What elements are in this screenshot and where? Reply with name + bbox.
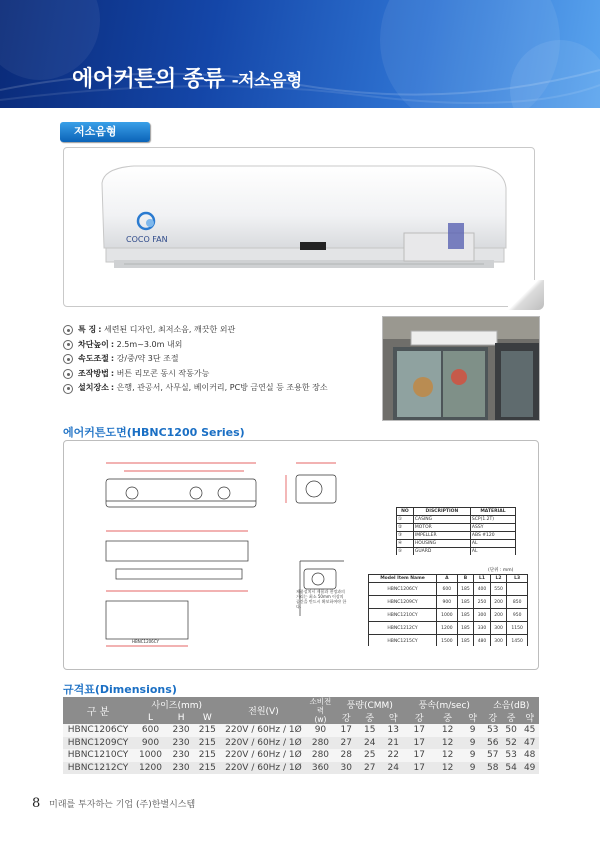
table-cell: 330 bbox=[474, 622, 491, 635]
table-cell: 300 bbox=[474, 609, 491, 622]
cell-flow: 22 bbox=[381, 749, 405, 762]
cell-noise: 45 bbox=[520, 724, 539, 737]
model-table bbox=[368, 574, 528, 646]
cell-h: 230 bbox=[168, 737, 194, 750]
table-row bbox=[63, 737, 539, 750]
cell-noise: 53 bbox=[502, 749, 520, 762]
table-cell: HBNC1206CY bbox=[369, 583, 437, 596]
col-level: 약 bbox=[520, 711, 539, 724]
col-size-w: W bbox=[194, 711, 220, 724]
install-note: 제품설치시 제품과 천정과의 거리는 최소 50mm 이상의 공간을 반드시 확보하여야 한다. bbox=[296, 589, 347, 609]
table-cell: HBNC1210CY bbox=[369, 609, 437, 622]
table-header: DISCRIPTION bbox=[413, 508, 470, 516]
table-cell: 185 bbox=[457, 609, 474, 622]
table-cell: 1500 bbox=[437, 635, 458, 647]
cell-speed: 12 bbox=[433, 749, 461, 762]
cell-speed: 17 bbox=[405, 762, 433, 775]
col-size-l: L bbox=[133, 711, 168, 724]
cell-flow: 27 bbox=[334, 737, 358, 750]
cell-power: 220V / 60Hz / 1Ø bbox=[220, 749, 306, 762]
installation-photo bbox=[382, 316, 540, 421]
footer-text: 미래를 투자하는 기업 (주)한별시스템 bbox=[49, 800, 196, 810]
table-cell: 950 bbox=[507, 609, 528, 622]
table-cell: HOUSING bbox=[413, 540, 470, 548]
cell-l: 900 bbox=[133, 737, 168, 750]
cell-power: 220V / 60Hz / 1Ø bbox=[220, 762, 306, 775]
table-cell: SCP(1.2T) bbox=[470, 516, 515, 524]
cell-noise: 54 bbox=[502, 762, 520, 775]
col-size-h: H bbox=[168, 711, 194, 724]
cell-speed: 9 bbox=[462, 737, 484, 750]
col-model: 구 분 bbox=[63, 697, 133, 724]
cell-h: 230 bbox=[168, 762, 194, 775]
feature-value: 2.5m~3.0m 내외 bbox=[116, 339, 183, 349]
table-cell: ABS #120 bbox=[470, 532, 515, 540]
cell-flow: 21 bbox=[381, 737, 405, 750]
table-header: L3 bbox=[507, 575, 528, 583]
table-row bbox=[63, 762, 539, 775]
table-cell: ASSY bbox=[470, 524, 515, 532]
cell-flow: 24 bbox=[358, 737, 382, 750]
table-cell: 1200 bbox=[437, 622, 458, 635]
table-row bbox=[63, 749, 539, 762]
cell-power: 220V / 60Hz / 1Ø bbox=[220, 737, 306, 750]
feature-label: 속도조절 bbox=[78, 354, 109, 364]
feature-item: 특 징 : 세련된 디자인, 최저소음, 깨끗한 외관 bbox=[63, 323, 328, 338]
table-cell: 300 bbox=[490, 622, 507, 635]
col-level: 강 bbox=[334, 711, 358, 724]
page-number: 8 bbox=[32, 796, 41, 811]
table-cell bbox=[507, 583, 528, 596]
col-power: 전원(V) bbox=[220, 697, 306, 724]
table-header: L1 bbox=[474, 575, 491, 583]
col-level: 약 bbox=[462, 711, 484, 724]
bullet-icon bbox=[63, 325, 73, 335]
cell-noise: 47 bbox=[520, 737, 539, 750]
product-photo-frame bbox=[63, 147, 535, 307]
table-cell: 185 bbox=[457, 583, 474, 596]
feature-value: 강/중/약 3단 조절 bbox=[116, 354, 179, 364]
cell-model: HBNC1209CY bbox=[63, 737, 133, 750]
table-cell: HBNC1212CY bbox=[369, 622, 437, 635]
table-cell: IMPELLER bbox=[413, 532, 470, 540]
cell-noise: 48 bbox=[520, 749, 539, 762]
bullet-icon bbox=[63, 384, 73, 394]
table-cell: ① bbox=[397, 516, 414, 524]
cell-noise: 58 bbox=[483, 762, 501, 775]
col-noise: 소음(dB) bbox=[483, 697, 539, 711]
bullet-icon bbox=[63, 369, 73, 379]
table-cell: CASING bbox=[413, 516, 470, 524]
table-cell: 185 bbox=[457, 622, 474, 635]
feature-item: 속도조절 : 강/중/약 3단 조절 bbox=[63, 352, 328, 367]
footer bbox=[32, 796, 195, 811]
table-header: A bbox=[437, 575, 458, 583]
table-cell: 1000 bbox=[437, 609, 458, 622]
cell-speed: 9 bbox=[462, 749, 484, 762]
cell-speed: 9 bbox=[462, 724, 484, 737]
feature-label: 설치장소 bbox=[78, 383, 109, 393]
table-cell: 400 bbox=[474, 583, 491, 596]
cell-model: HBNC1206CY bbox=[63, 724, 133, 737]
title-main: 에어커튼의 종류 bbox=[72, 67, 225, 92]
table-cell: HBNC1209CY bbox=[369, 596, 437, 609]
cell-flow: 30 bbox=[334, 762, 358, 775]
col-level: 강 bbox=[483, 711, 501, 724]
table-cell: 1150 bbox=[507, 622, 528, 635]
air-curtain-image bbox=[64, 148, 534, 306]
table-cell: 250 bbox=[474, 596, 491, 609]
cell-noise: 56 bbox=[483, 737, 501, 750]
unit-note: (단위 : mm) bbox=[488, 568, 514, 573]
table-cell: MOTOR bbox=[413, 524, 470, 532]
cell-model: HBNC1212CY bbox=[63, 762, 133, 775]
cell-noise: 53 bbox=[483, 724, 501, 737]
col-consumption: 소비전력 (w) bbox=[306, 697, 334, 724]
table-cell: 200 bbox=[490, 609, 507, 622]
table-cell: ③ bbox=[397, 532, 414, 540]
cell-speed: 17 bbox=[405, 737, 433, 750]
table-cell: 480 bbox=[474, 635, 491, 647]
table-header: MATERIAL bbox=[470, 508, 515, 516]
table-header: B bbox=[457, 575, 474, 583]
table-header: L2 bbox=[490, 575, 507, 583]
material-table bbox=[396, 507, 516, 555]
cell-h: 230 bbox=[168, 749, 194, 762]
cell-speed: 12 bbox=[433, 724, 461, 737]
cell-noise: 50 bbox=[502, 724, 520, 737]
cell-l: 1000 bbox=[133, 749, 168, 762]
feature-label: 조작방법 bbox=[78, 368, 109, 378]
table-row bbox=[63, 724, 539, 737]
cell-l: 600 bbox=[133, 724, 168, 737]
cell-model: HBNC1210CY bbox=[63, 749, 133, 762]
col-level: 강 bbox=[405, 711, 433, 724]
cell-speed: 12 bbox=[433, 737, 461, 750]
bullet-icon bbox=[63, 340, 73, 350]
feature-value: 은행, 관공서, 사무실, 베이커리, PC방 금연실 등 조용한 장소 bbox=[116, 383, 328, 393]
page-curl bbox=[508, 280, 544, 310]
technical-drawing bbox=[63, 440, 539, 670]
cell-consumption: 90 bbox=[306, 724, 334, 737]
table-cell: HBNC1215CY bbox=[369, 635, 437, 647]
cell-flow: 17 bbox=[334, 724, 358, 737]
table-header: NO bbox=[397, 508, 414, 516]
cell-consumption: 280 bbox=[306, 749, 334, 762]
feature-label: 차단높이 bbox=[78, 339, 109, 349]
table-header: Model Item Name bbox=[369, 575, 437, 583]
col-level: 중 bbox=[358, 711, 382, 724]
drawing-views bbox=[64, 441, 538, 669]
col-level: 중 bbox=[502, 711, 520, 724]
col-size: 사이즈(mm) bbox=[133, 697, 220, 711]
cell-flow: 28 bbox=[334, 749, 358, 762]
drawing-caption: HBNC1206CY bbox=[132, 639, 159, 644]
feature-label: 특 징 bbox=[78, 325, 97, 334]
cell-speed: 12 bbox=[433, 762, 461, 775]
cell-flow: 25 bbox=[358, 749, 382, 762]
table-cell: 600 bbox=[437, 583, 458, 596]
spec-table bbox=[63, 697, 539, 774]
cell-consumption: 360 bbox=[306, 762, 334, 775]
table-cell: 550 bbox=[490, 583, 507, 596]
feature-item: 설치장소 : 은행, 관공서, 사무실, 베이커리, PC방 금연실 등 조용한 장소 bbox=[63, 381, 328, 396]
cell-speed: 17 bbox=[405, 749, 433, 762]
cell-flow: 15 bbox=[358, 724, 382, 737]
cell-w: 215 bbox=[194, 749, 220, 762]
table-cell: 900 bbox=[437, 596, 458, 609]
drawing-title: 에어커튼도면(HBNC1200 Series) bbox=[63, 426, 245, 439]
cell-h: 230 bbox=[168, 724, 194, 737]
table-cell: 1450 bbox=[507, 635, 528, 647]
bullet-icon bbox=[63, 354, 73, 364]
cell-l: 1200 bbox=[133, 762, 168, 775]
table-cell: 185 bbox=[457, 635, 474, 647]
feature-value: 세련된 디자인, 최저소음, 깨끗한 외관 bbox=[104, 325, 236, 334]
cell-noise: 57 bbox=[483, 749, 501, 762]
feature-list bbox=[63, 323, 328, 396]
spec-title: 규격표(Dimensions) bbox=[63, 683, 177, 696]
cell-speed: 9 bbox=[462, 762, 484, 775]
cell-flow: 13 bbox=[381, 724, 405, 737]
cell-noise: 49 bbox=[520, 762, 539, 775]
cell-power: 220V / 60Hz / 1Ø bbox=[220, 724, 306, 737]
col-airflow: 풍량(CMM) bbox=[334, 697, 405, 711]
title-sub: -저소음형 bbox=[231, 71, 302, 91]
table-cell: ④ bbox=[397, 540, 414, 548]
cell-w: 215 bbox=[194, 762, 220, 775]
table-cell: 200 bbox=[490, 596, 507, 609]
table-cell: ② bbox=[397, 524, 414, 532]
table-cell: 300 bbox=[490, 635, 507, 647]
feature-item: 차단높이 : 2.5m~3.0m 내외 bbox=[63, 338, 328, 353]
cell-w: 215 bbox=[194, 724, 220, 737]
table-cell: AL bbox=[470, 548, 515, 556]
col-speed: 풍속(m/sec) bbox=[405, 697, 483, 711]
section-tab: 저소음형 bbox=[60, 122, 150, 142]
cell-w: 215 bbox=[194, 737, 220, 750]
table-cell: ⑤ bbox=[397, 548, 414, 556]
cell-noise: 52 bbox=[502, 737, 520, 750]
header-banner bbox=[0, 0, 600, 108]
feature-value: 버튼 리모콘 동시 작동가능 bbox=[116, 368, 210, 378]
feature-item: 조작방법 : 버튼 리모콘 동시 작동가능 bbox=[63, 367, 328, 382]
table-cell: 850 bbox=[507, 596, 528, 609]
page-title bbox=[72, 62, 302, 93]
product-logo: COCO FAN bbox=[126, 235, 168, 244]
col-level: 약 bbox=[381, 711, 405, 724]
table-cell: AL bbox=[470, 540, 515, 548]
cell-flow: 27 bbox=[358, 762, 382, 775]
cell-flow: 24 bbox=[381, 762, 405, 775]
table-cell: 185 bbox=[457, 596, 474, 609]
col-level: 중 bbox=[433, 711, 461, 724]
cell-consumption: 280 bbox=[306, 737, 334, 750]
cell-speed: 17 bbox=[405, 724, 433, 737]
table-cell: GUARD bbox=[413, 548, 470, 556]
